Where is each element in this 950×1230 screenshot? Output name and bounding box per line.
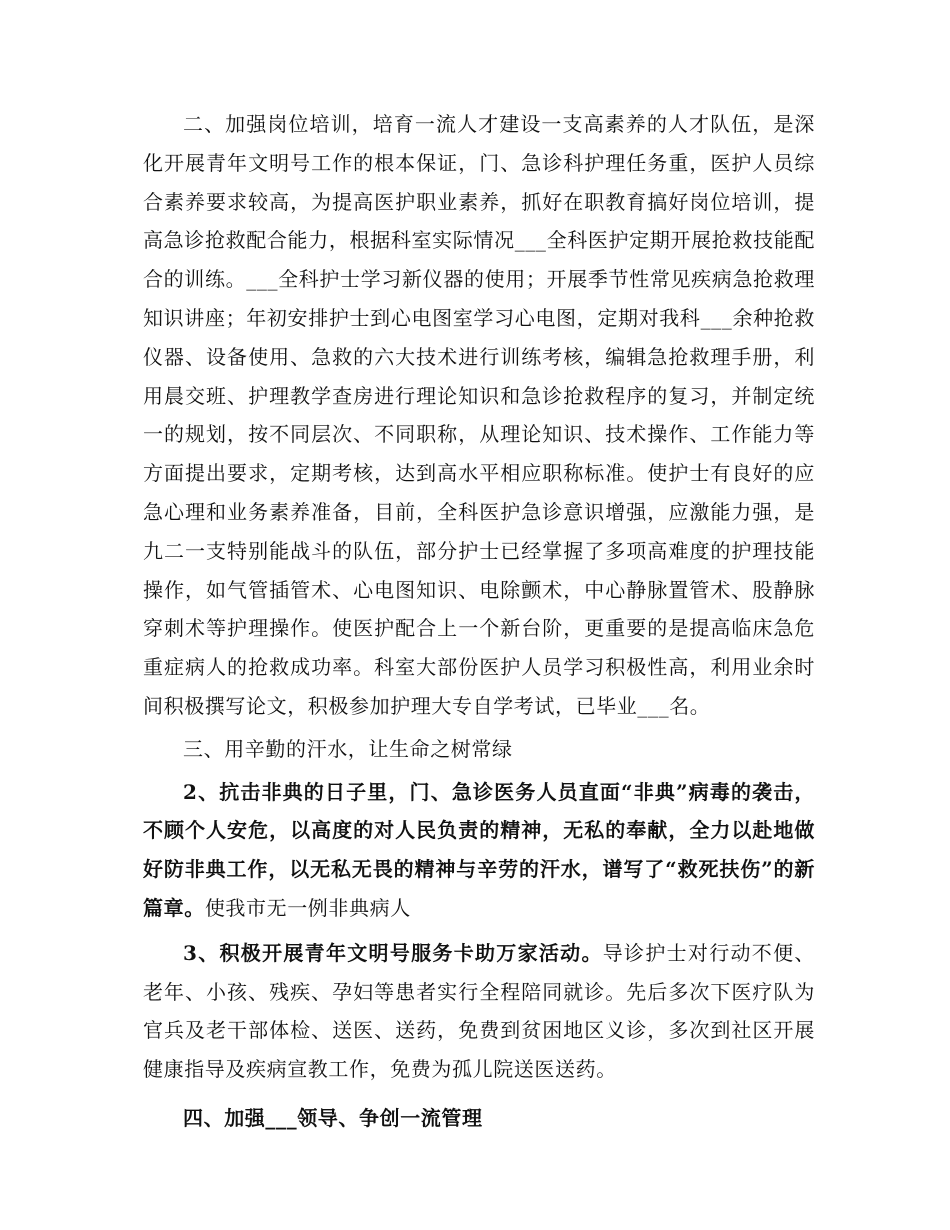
section-heading-three: 三、用辛勤的汗水，让生命之树常绿 — [183, 736, 513, 761]
paragraph-training: 二、加强岗位培训，培育一流人才建设一支高素养的人才队伍，是深化开展青年文明号工作的根本保证，门、急诊科护理任务重，医护人员综合素养要求较高，为提高医护职业素养，抓好在职教育搞好岗位培训，提高急诊抢救配合能力，根据科室实际情况___全科医护定期开展抢救技能配合的训练。___全科护士学习新仪器的使用；开展季节性常见疾病急抢救理知识讲座；年初安排护士到心电图室学习心电图，定期对我科___余种抢救仪器、设备使用、急救的六大技术进行训练考核，编辑急抢救理手册，利用晨交班、护理教学查房进行理论知识和急诊抢救程序的复习，并制定统一的规划，按不同层次、不同职称，从理论知识、技术操作、工作能力等方面提出要求，定期考核，达到高水平相应职称标准。使护士有良好的应急心理和业务素养准备，目前，全科医护急诊意识增强，应激能力强，是九二一支特别能战斗的队伍，部分护士已经掌握了多项高难度的护理技能操作，如气管插管术、心电图知识、电除颤术，中心静脉置管术、股静脉穿刺术等护理操作。使医护配合上一个新台阶，更重要的是提高临床急危重症病人的抢救成功率。科室大部份医护人员学习积极性高，利用业余时间积极撰写论文，积极参加护理大专自学考试，已毕业___名。 — [143, 112, 815, 718]
paragraph-service-card-bold-text: 3、积极开展青年文明号服务卡助万家活动。 — [183, 940, 603, 965]
document-page — [143, 105, 815, 1142]
paragraph-sars-bold-text: 2、抗击非典的日子里，门、急诊医务人员直面“非典”病毒的袭击，不顾个人安危，以高度的对人民负责的精神，无私的奉献，全力以赴地做好防非典工作，以无私无畏的精神与辛劳的汗水，谱写了“救死扶伤”的新篇章。 — [143, 779, 815, 920]
paragraph-sars — [143, 773, 815, 928]
paragraph-service-card — [143, 934, 815, 1089]
paragraph-service-card-normal-text: 导诊护士对行动不便、老年、小孩、残疾、孕妇等患者实行全程陪同就诊。先后多次下医疗队为官兵及老干部体检、送医、送药，免费到贫困地区义诊，多次到社区开展健康指导及疾病宣教工作，免费为孤儿院送医送药。 — [143, 940, 815, 1082]
paragraph-sars-normal-text: 使我市无一例非典病人 — [204, 895, 411, 920]
section-heading-four: 四、加强___领导、争创一流管理 — [183, 1105, 483, 1130]
